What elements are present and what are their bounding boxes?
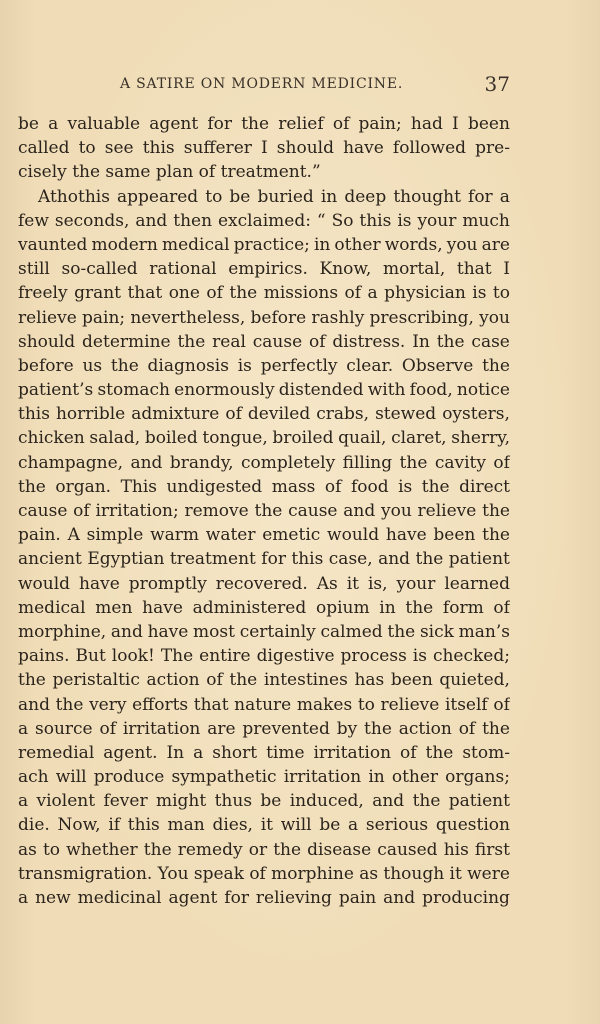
text-line: be a valuable agent for the relief of pain; had I been [18,114,510,134]
text-line: champagne, and brandy, completely filling the cavity of [18,452,510,473]
text-line: medical men have administered opium in the form of [18,597,510,618]
text-line: Athothis appeared to be buried in deep thought for a [38,186,510,207]
body-text [18,112,510,910]
text-line: cisely the same plan of treatment.” [18,162,321,183]
text-line: a source of irritation are prevented by the action of the [18,718,510,739]
text-line: ancient Egyptian treatment for this case, and the patient [18,549,510,570]
text-line: remedial agent. In a short time irritation of the stom- [18,742,510,763]
text-line: a new medicinal agent for relieving pain and producing [18,888,510,908]
text-line: morphine, and have most certainly calmed the sick man’s [18,621,510,642]
text-line: patient’s stomach enormously distended with food, notice [18,380,510,401]
text-line: ach will produce sympathetic irritation in other organs; [18,767,510,788]
text-line: cause of irritation; remove the cause and you relieve the [18,501,510,521]
text-line: few seconds, and then exclaimed: “ So this is your much [18,210,510,231]
text-line: as to whether the remedy or the disease caused his first [18,839,510,860]
text-line: freely grant that one of the missions of a physician is to [18,283,510,304]
text-line: the peristaltic action of the intestines has been quieted, [18,670,510,691]
text-line: vaunted modern medical practice; in other words, you are [18,234,510,255]
page-header [18,72,510,96]
text-line: die. Now, if this man dies, it will be a serious question [18,815,510,836]
text-line: pain. A simple warm water emetic would have been the [18,525,510,546]
text-line: would have promptly recovered. As it is, your learned [18,573,510,594]
text-line: should determine the real cause of distress. In the case [18,331,510,352]
text-line: and the very efforts that nature makes to relieve itself of [18,694,510,715]
text-line: this horrible admixture of deviled crabs, stewed oysters, [18,404,510,425]
text-line: transmigration. You speak of morphine as though it were [18,863,510,884]
text-line: a violent fever might thus be induced, and the patient [18,791,510,812]
text-line: chicken salad, boiled tongue, broiled quail, claret, sherry, [18,428,510,449]
text-line: relieve pain; nevertheless, before rashly prescribing, you [18,307,510,328]
running-title: A SATIRE ON MODERN MEDICINE. [120,76,404,92]
text-line: still so-called rational empirics. Know, mortal, that I [18,259,510,280]
text-line: before us the diagnosis is perfectly clear. Observe the [18,355,510,376]
text-line: called to see this sufferer I should have followed pre- [18,138,510,159]
text-line: the organ. This undigested mass of food is the direct [18,476,510,497]
page-number: 37 [484,72,510,96]
text-line: pains. But look! The entire digestive process is checked; [18,646,510,667]
